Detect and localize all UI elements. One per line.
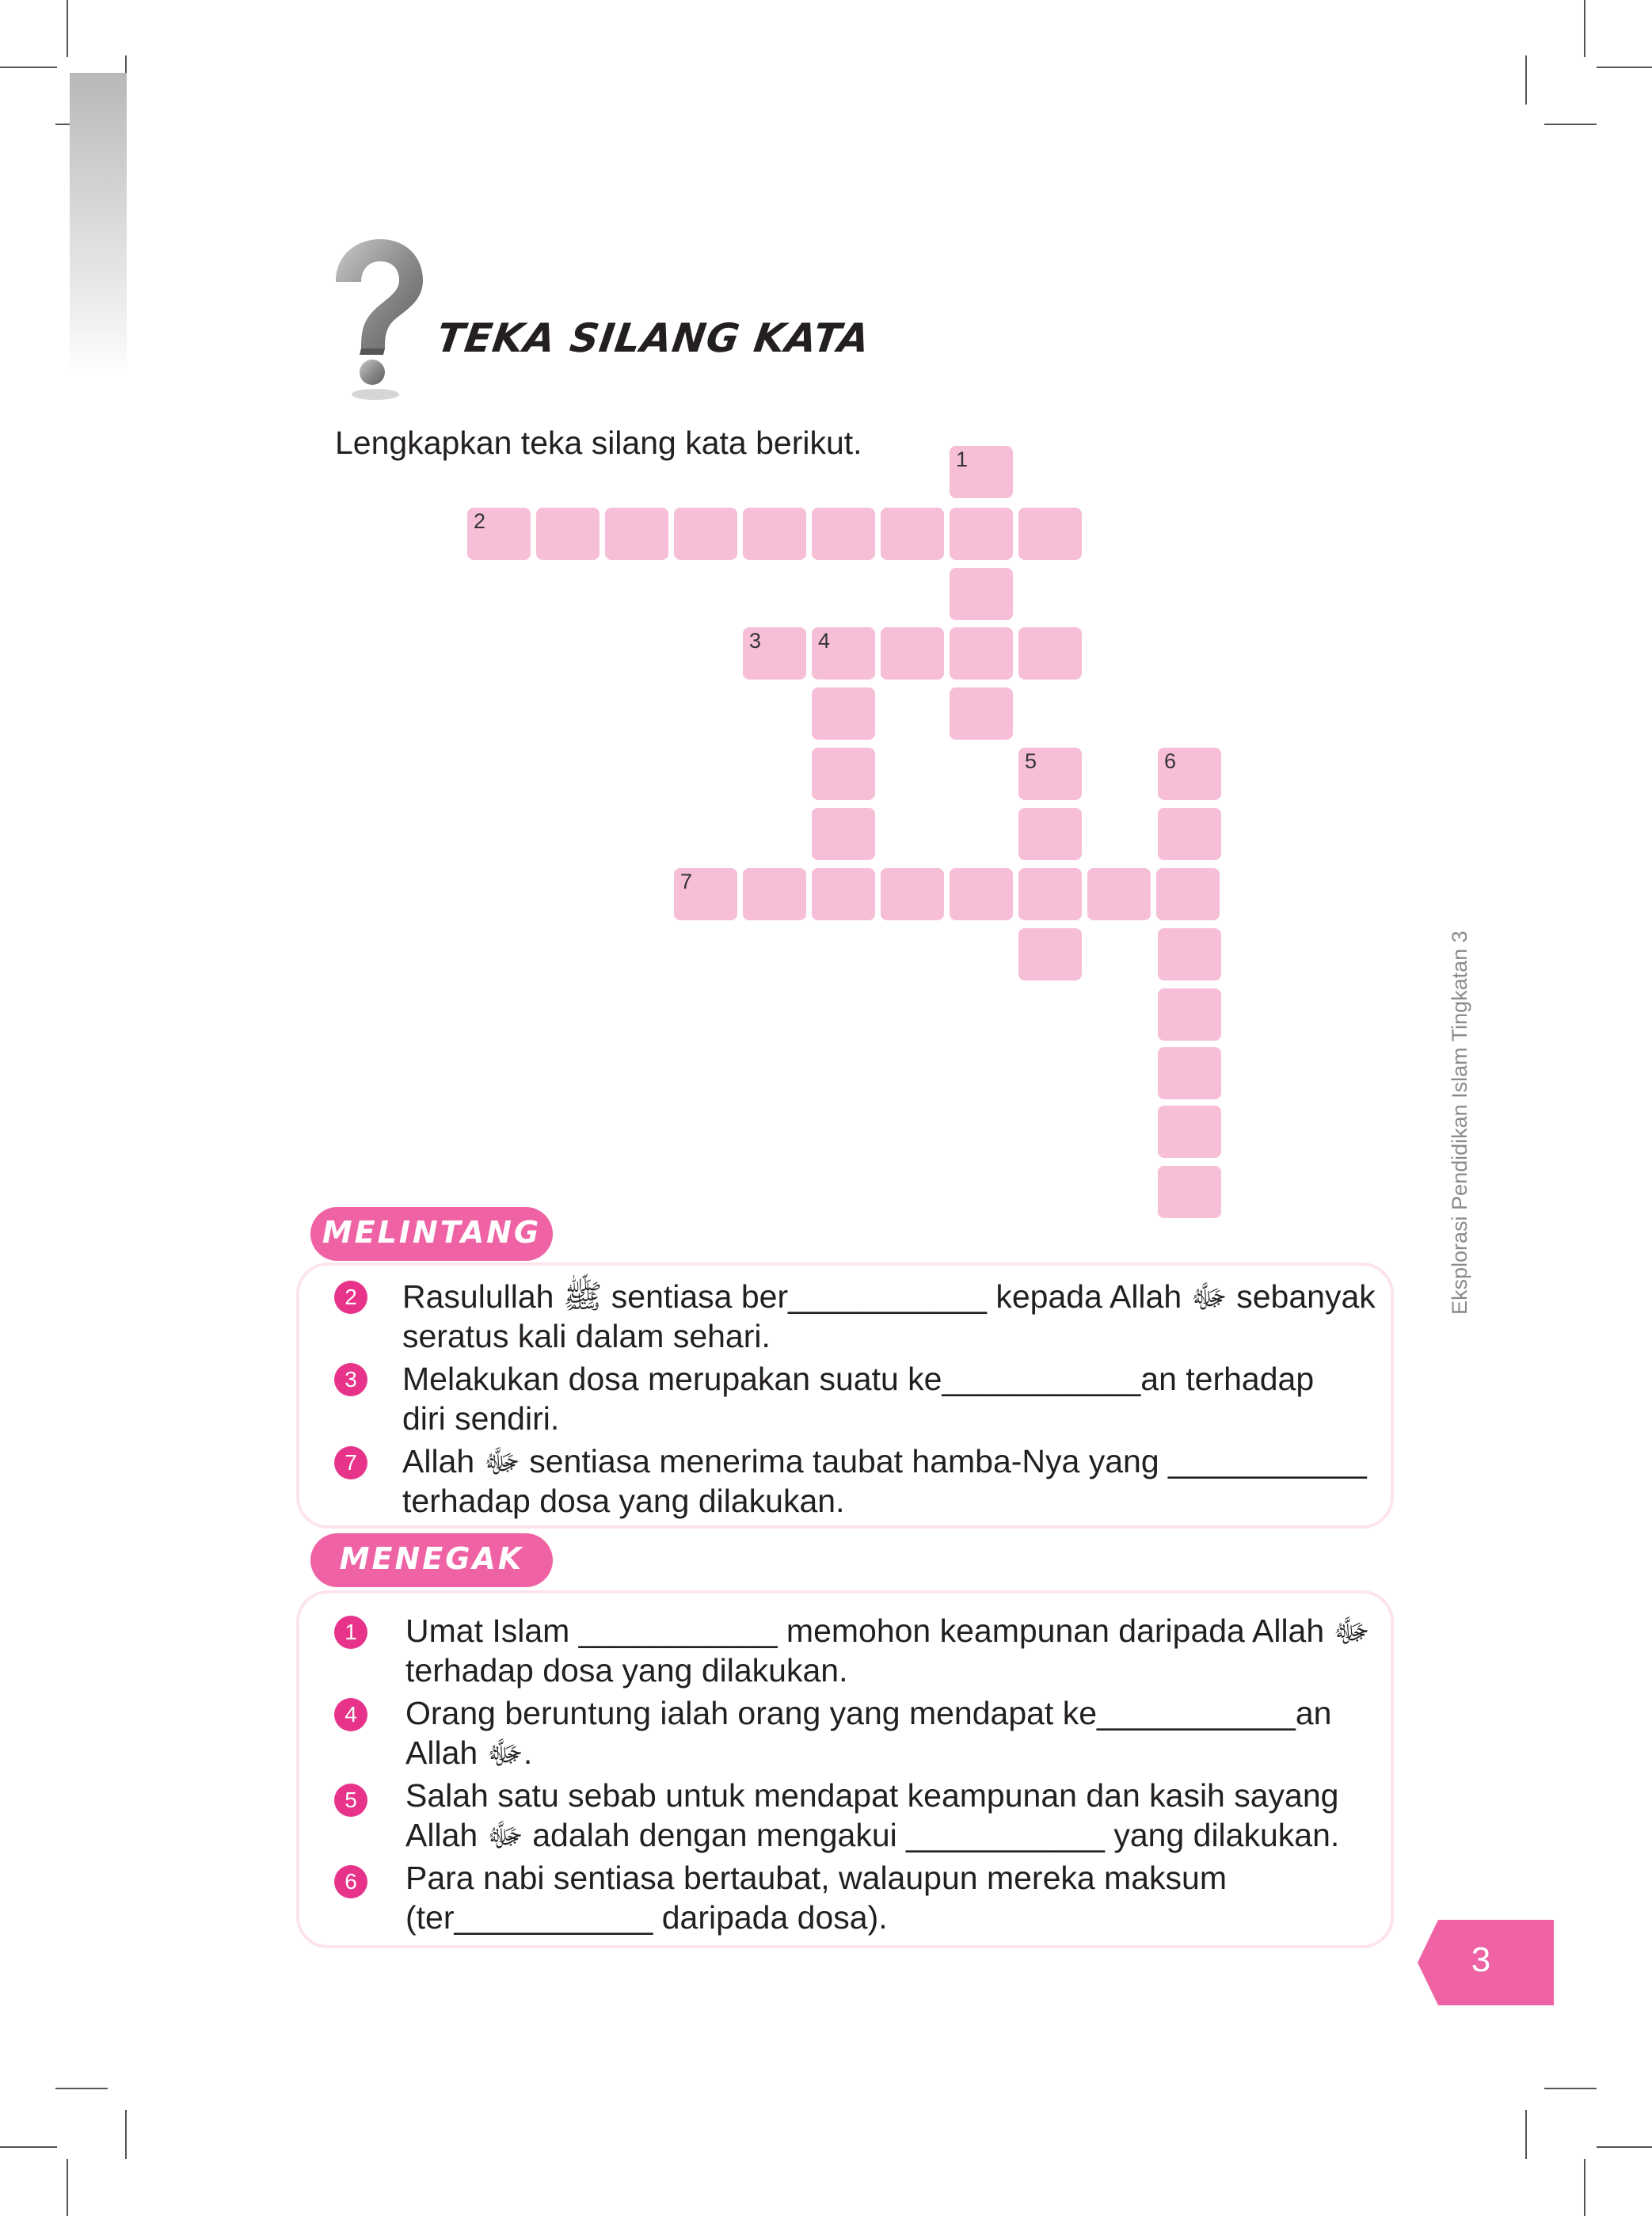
crossword-cell[interactable]	[1158, 748, 1221, 800]
side-gradient-bar	[70, 73, 127, 374]
cell-number: 5	[1025, 749, 1037, 773]
question-mark-icon	[325, 236, 428, 402]
clue-text: terhadap dosa yang dilakukan.	[405, 1652, 848, 1689]
crossword-cell[interactable]	[743, 627, 806, 680]
crossword-cell[interactable]	[1158, 1166, 1221, 1218]
cell-number: 6	[1164, 749, 1177, 773]
clue-text: terhadap dosa yang dilakukan.	[402, 1483, 845, 1519]
clue-number-badge: 2	[334, 1281, 367, 1314]
crossword-cell[interactable]	[812, 508, 875, 560]
menegak-label: MENEGAK	[339, 1541, 524, 1576]
page-number: 3	[1471, 1940, 1491, 1979]
crossword-cell[interactable]	[812, 687, 875, 740]
clue-number-badge: 6	[334, 1865, 367, 1898]
book-title-side-text: Eksplorasi Pendidikan Islam Tingkatan 3	[1448, 931, 1471, 1315]
crossword-cell[interactable]	[950, 687, 1013, 740]
crossword-cell[interactable]	[812, 868, 875, 920]
crop-mark	[0, 67, 57, 68]
cell-number: 4	[818, 629, 831, 653]
cell-number: 7	[680, 870, 693, 893]
crossword-cell[interactable]	[812, 808, 875, 860]
clue-text: Umat Islam ___________ memohon keampunan daripada Allah ﷻ	[405, 1613, 1370, 1649]
crop-mark	[1584, 0, 1585, 57]
crop-mark	[0, 2146, 57, 2148]
clue-number-badge: 1	[334, 1616, 367, 1649]
crossword-cell[interactable]	[1018, 748, 1082, 800]
crossword-cell[interactable]	[743, 508, 806, 560]
crop-mark	[67, 0, 68, 57]
clue-text: diri sendiri.	[402, 1400, 560, 1437]
crossword-cell[interactable]	[950, 508, 1013, 560]
melintang-tab	[310, 1207, 553, 1261]
clue-text: Allah ﷻ.	[405, 1734, 533, 1771]
clue-number-badge: 4	[334, 1698, 367, 1731]
crossword-cell[interactable]	[743, 868, 806, 920]
crossword-cell[interactable]	[1158, 988, 1221, 1041]
crop-mark	[1544, 2088, 1597, 2089]
crop-mark	[1597, 67, 1652, 68]
crossword-cell[interactable]	[1158, 1106, 1221, 1158]
crossword-cell[interactable]	[812, 748, 875, 800]
menegak-tab	[310, 1533, 553, 1587]
page-title: TEKA SILANG KATA	[433, 315, 874, 361]
cell-number: 3	[749, 629, 762, 653]
clue-text: Melakukan dosa merupakan suatu ke___________an terhadap	[402, 1361, 1315, 1397]
crossword-cell[interactable]	[1156, 868, 1220, 920]
crop-mark	[1584, 2159, 1585, 2216]
crossword-cell[interactable]	[605, 508, 668, 560]
crossword-cell[interactable]	[881, 508, 944, 560]
melintang-label: MELINTANG	[322, 1215, 542, 1250]
clue-text: Para nabi sentiasa bertaubat, walaupun mereka maksum	[405, 1860, 1227, 1896]
crossword-cell[interactable]	[1018, 508, 1082, 560]
clue-text: Allah ﷻ adalah dengan mengakui ___________ yang dilakukan.	[405, 1817, 1340, 1853]
crossword-cell[interactable]	[1158, 808, 1221, 860]
clue-text: Rasulullah ﷺ sentiasa ber___________ kepada Allah ﷻ sebanyak	[402, 1278, 1376, 1315]
crossword-cell[interactable]	[950, 446, 1013, 498]
crossword-cell[interactable]	[674, 868, 737, 920]
crossword-cell[interactable]	[1018, 928, 1082, 980]
crossword-cell[interactable]	[881, 627, 944, 680]
crossword-cell[interactable]	[1158, 1047, 1221, 1099]
crossword-cell[interactable]	[1018, 868, 1082, 920]
clue-number-badge: 5	[334, 1784, 367, 1817]
crop-mark	[67, 2159, 68, 2216]
crossword-cell[interactable]	[1018, 808, 1082, 860]
crossword-cell[interactable]	[467, 508, 531, 560]
crossword-cell[interactable]	[950, 568, 1013, 620]
crossword-cell[interactable]	[674, 508, 737, 560]
crossword-cell[interactable]	[881, 868, 944, 920]
crop-mark	[1525, 55, 1527, 105]
clue-number-badge: 3	[334, 1363, 367, 1396]
clue-text: (ter___________ daripada dosa).	[405, 1899, 888, 1936]
crop-mark	[55, 2088, 108, 2089]
crossword-cell[interactable]	[950, 627, 1013, 680]
crossword-cell[interactable]	[1018, 627, 1082, 680]
clue-text: seratus kali dalam sehari.	[402, 1318, 771, 1354]
clue-text: Allah ﷻ sentiasa menerima taubat hamba-Nya yang ___________	[402, 1443, 1367, 1479]
crop-mark	[1525, 2110, 1527, 2159]
instruction-text: Lengkapkan teka silang kata berikut.	[335, 425, 862, 461]
crop-mark	[1544, 124, 1597, 125]
crop-mark	[1597, 2146, 1652, 2148]
crossword-cell[interactable]	[812, 627, 875, 680]
crossword-cell[interactable]	[1158, 928, 1221, 980]
crossword-cell[interactable]	[1087, 868, 1151, 920]
crop-mark	[125, 2110, 127, 2159]
crossword-cell[interactable]	[536, 508, 600, 560]
cell-number: 1	[956, 447, 969, 471]
crossword-cell[interactable]	[950, 868, 1013, 920]
clue-text: Salah satu sebab untuk mendapat keampunan dan kasih sayang	[405, 1777, 1339, 1814]
clue-text: Orang beruntung ialah orang yang mendapat ke___________an	[405, 1695, 1332, 1731]
clue-number-badge: 7	[334, 1446, 367, 1479]
cell-number: 2	[474, 509, 486, 533]
